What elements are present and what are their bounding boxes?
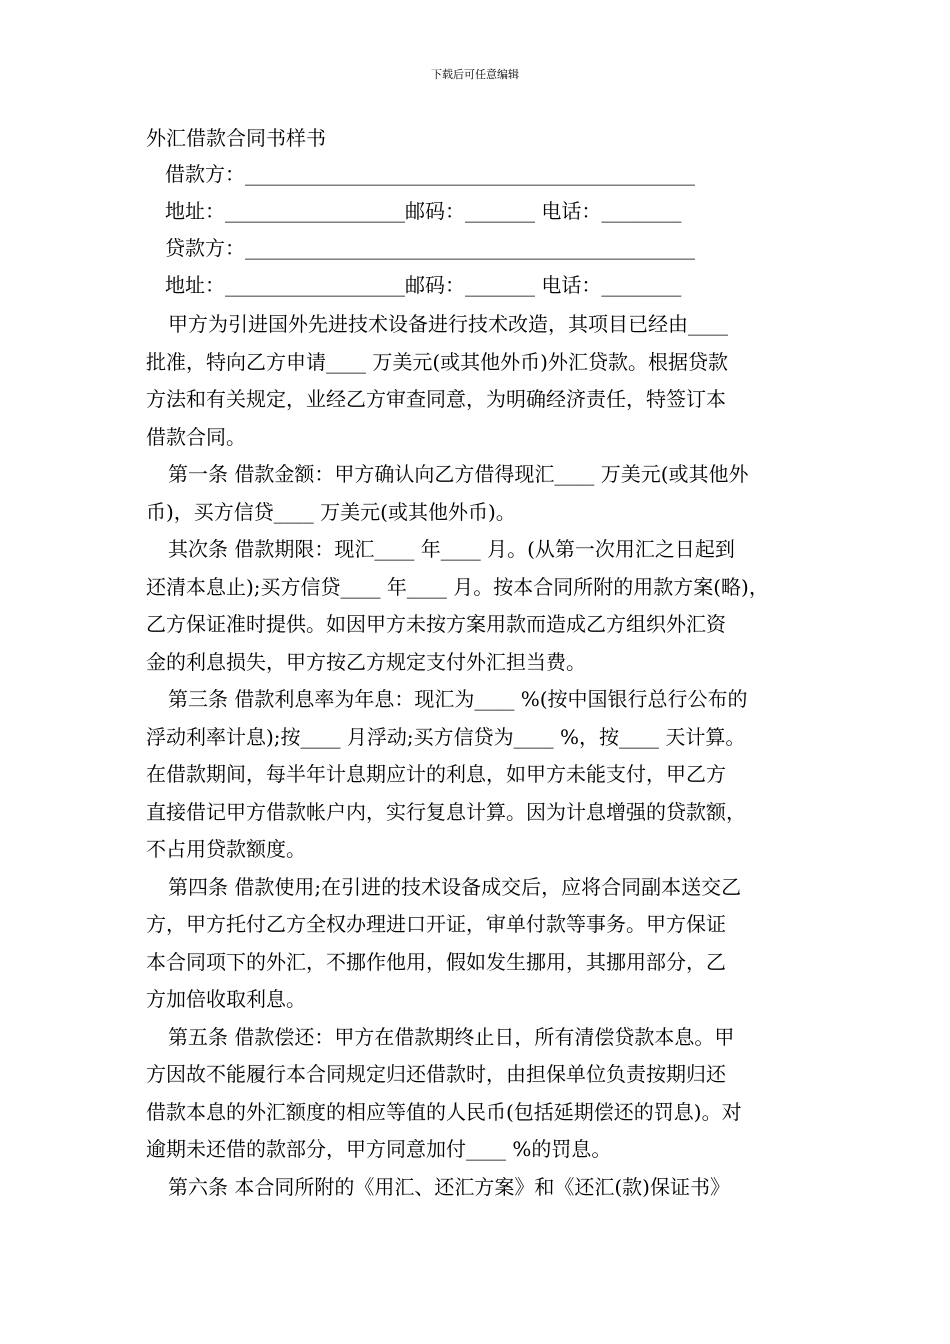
paragraph-line: 第一条 借款金额：甲方确认向乙方借得现汇____ 万美元(或其他外 [168, 462, 749, 486]
article-5-paragraph [146, 1019, 808, 1169]
lender-address-field: 地址：__________________邮码：_______ 电话：________ [165, 273, 682, 297]
paragraph-line: 借款合同。 [146, 424, 246, 449]
paragraph-line: 方因故不能履行本合同规定归还借款时，由担保单位负责按期归还 [146, 1062, 726, 1086]
paragraph-line: 金的利息损失，甲方按乙方规定支付外汇担当费。 [146, 649, 586, 674]
lender-field: 贷款方：_____________________________________________ [165, 236, 695, 260]
borrower-field: 借款方：_____________________________________________ [165, 162, 695, 186]
paragraph-line: 借款本息的外汇额度的相应等值的人民币(包括延期偿还的罚息)。对 [146, 1099, 742, 1124]
paragraph-line: 币)，买方信贷____ 万美元(或其他外币)。 [146, 499, 516, 524]
article-4-paragraph [146, 869, 808, 1019]
paragraph-line: 批准，特向乙方申请____ 万美元(或其他外币)外汇贷款。根据贷款 [146, 349, 728, 374]
borrower-address-field: 地址：__________________邮码：_______ 电话：________ [165, 199, 682, 223]
intro-paragraph [146, 306, 808, 456]
article-3-paragraph [146, 681, 808, 869]
paragraph-line: 第三条 借款利息率为年息：现汇为____ %(按中国银行总行公布的 [168, 687, 748, 711]
paragraph-line: 不占用贷款额度。 [146, 837, 306, 861]
article-6-paragraph [146, 1169, 808, 1207]
paragraph-line: 方加倍收取利息。 [146, 987, 306, 1011]
paragraph-line: 浮动利率计息);按____ 月浮动;买方信贷为____ %，按____ 天计算。 [146, 724, 746, 749]
paragraph-line: 其次条 借款期限：现汇____ 年____ 月。(从第一次用汇之日起到 [168, 537, 735, 561]
paragraph-line: 第六条 本合同所附的《用汇、还汇方案》和《还汇(款)保证书》 [168, 1174, 730, 1199]
paragraph-line: 乙方保证准时提供。如因甲方未按方案用款而造成乙方组织外汇资 [146, 612, 726, 636]
paragraph-line: 还清本息止);买方信贷____ 年____ 月。按本合同所附的用款方案(略)， [146, 574, 769, 599]
paragraph-line: 甲方为引进国外先进技术设备进行技术改造，其项目已经由____ [168, 312, 728, 336]
paragraph-line: 第四条 借款使用;在引进的技术设备成交后，应将合同副本送交乙 [168, 874, 742, 899]
article-2-paragraph [146, 531, 808, 681]
paragraph-line: 方，甲方托付乙方全权办理进口开证，审单付款等事务。甲方保证 [146, 912, 726, 936]
article-1-paragraph [146, 456, 808, 531]
paragraph-line: 在借款期间，每半年计息期应计的利息，如甲方未能支付，甲乙方 [146, 762, 726, 786]
paragraph-line: 方法和有关规定，业经乙方审查同意，为明确经济责任，特签订本 [146, 387, 726, 411]
document-title: 外汇借款合同书样书 [146, 126, 326, 150]
contract-body [146, 306, 808, 1206]
paragraph-line: 逾期未还借的款部分，甲方同意加付____ %的罚息。 [146, 1137, 612, 1161]
page-header: 下载后可任意编辑 [431, 68, 519, 81]
paragraph-line: 直接借记甲方借款帐户内，实行复息计算。因为计息增强的贷款额， [146, 799, 746, 824]
paragraph-line: 本合同项下的外汇，不挪作他用，假如发生挪用，其挪用部分，乙 [146, 949, 726, 974]
paragraph-line: 第五条 借款偿还：甲方在借款期终止日，所有清偿贷款本息。甲 [168, 1024, 735, 1049]
